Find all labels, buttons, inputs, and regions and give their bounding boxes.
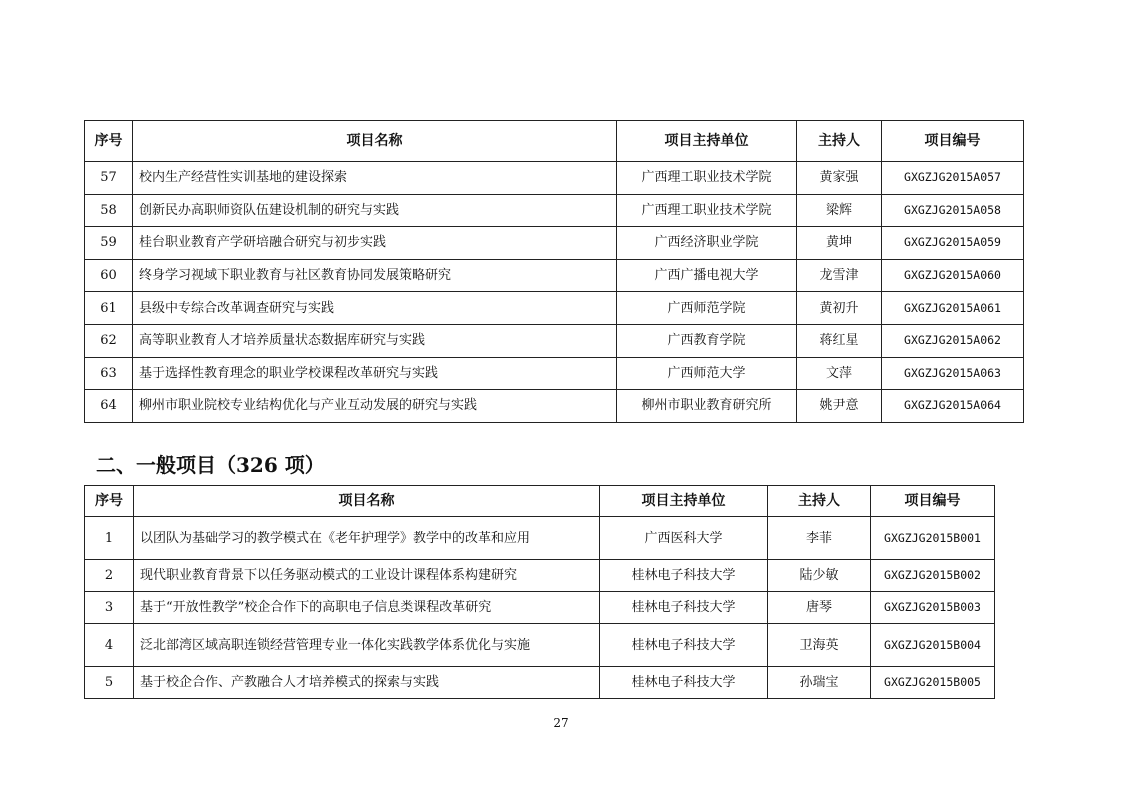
cell-host-person: 姚尹意	[797, 390, 882, 423]
col-header-index: 序号	[85, 121, 133, 162]
cell-project-name: 基于校企合作、产教融合人才培养模式的探索与实践	[134, 667, 600, 699]
cell-host-unit: 桂林电子科技大学	[600, 560, 768, 592]
cell-index: 4	[85, 624, 134, 667]
cell-host-person: 陆少敏	[768, 560, 871, 592]
table-row	[85, 292, 1024, 325]
cell-index: 61	[85, 292, 133, 325]
cell-index: 64	[85, 390, 133, 423]
cell-project-name: 以团队为基础学习的教学模式在《老年护理学》教学中的改革和应用	[134, 517, 600, 560]
cell-project-code: GXGZJG2015B001	[871, 517, 995, 560]
cell-project-name: 现代职业教育背景下以任务驱动模式的工业设计课程体系构建研究	[134, 560, 600, 592]
table-row	[85, 162, 1024, 195]
table-row	[85, 259, 1024, 292]
cell-project-name: 泛北部湾区域高职连锁经营管理专业一体化实践教学体系优化与实施	[134, 624, 600, 667]
col-header-host-unit: 项目主持单位	[617, 121, 797, 162]
col-header-host-unit: 项目主持单位	[600, 486, 768, 517]
cell-host-unit: 广西经济职业学院	[617, 227, 797, 260]
projects-table-key	[84, 120, 1024, 423]
cell-index: 1	[85, 517, 134, 560]
table-header-row	[85, 121, 1024, 162]
table-row	[85, 227, 1024, 260]
cell-project-code: GXGZJG2015A062	[882, 324, 1024, 357]
cell-host-person: 龙雪津	[797, 259, 882, 292]
section-heading-general-projects: 二、一般项目（326 项）	[96, 453, 325, 477]
cell-index: 60	[85, 259, 133, 292]
cell-index: 57	[85, 162, 133, 195]
col-header-host-person: 主持人	[768, 486, 871, 517]
cell-project-name: 校内生产经营性实训基地的建设探索	[133, 162, 617, 195]
cell-index: 59	[85, 227, 133, 260]
cell-index: 62	[85, 324, 133, 357]
cell-project-code: GXGZJG2015A064	[882, 390, 1024, 423]
cell-project-name: 基于选择性教育理念的职业学校课程改革研究与实践	[133, 357, 617, 390]
cell-host-person: 黄坤	[797, 227, 882, 260]
cell-host-person: 黄初升	[797, 292, 882, 325]
cell-host-unit: 广西教育学院	[617, 324, 797, 357]
cell-index: 3	[85, 592, 134, 624]
table-row	[85, 592, 995, 624]
cell-project-name: 基于“开放性教学”校企合作下的高职电子信息类课程改革研究	[134, 592, 600, 624]
cell-host-unit: 广西理工职业技术学院	[617, 194, 797, 227]
table-row	[85, 624, 995, 667]
col-header-project-code: 项目编号	[871, 486, 995, 517]
cell-host-person: 文萍	[797, 357, 882, 390]
page-number: 27	[553, 716, 569, 730]
cell-index: 63	[85, 357, 133, 390]
cell-index: 58	[85, 194, 133, 227]
col-header-project-name: 项目名称	[133, 121, 617, 162]
col-header-project-code: 项目编号	[882, 121, 1024, 162]
table-header-row	[85, 486, 995, 517]
cell-host-person: 蒋红星	[797, 324, 882, 357]
cell-index: 5	[85, 667, 134, 699]
cell-host-unit: 广西广播电视大学	[617, 259, 797, 292]
table-row	[85, 194, 1024, 227]
table-row	[85, 357, 1024, 390]
col-header-host-person: 主持人	[797, 121, 882, 162]
cell-project-code: GXGZJG2015B003	[871, 592, 995, 624]
cell-host-person: 李菲	[768, 517, 871, 560]
cell-host-person: 黄家强	[797, 162, 882, 195]
cell-host-unit: 广西医科大学	[600, 517, 768, 560]
cell-project-code: GXGZJG2015A058	[882, 194, 1024, 227]
cell-project-code: GXGZJG2015A057	[882, 162, 1024, 195]
table-row	[85, 517, 995, 560]
cell-host-unit: 广西师范大学	[617, 357, 797, 390]
cell-project-name: 县级中专综合改革调查研究与实践	[133, 292, 617, 325]
cell-host-person: 唐琴	[768, 592, 871, 624]
col-header-project-name: 项目名称	[134, 486, 600, 517]
cell-host-unit: 桂林电子科技大学	[600, 624, 768, 667]
cell-host-person: 孙瑞宝	[768, 667, 871, 699]
cell-project-name: 柳州市职业院校专业结构优化与产业互动发展的研究与实践	[133, 390, 617, 423]
cell-host-unit: 广西理工职业技术学院	[617, 162, 797, 195]
cell-host-person: 梁辉	[797, 194, 882, 227]
cell-project-code: GXGZJG2015B005	[871, 667, 995, 699]
table-row	[85, 324, 1024, 357]
cell-project-name: 终身学习视域下职业教育与社区教育协同发展策略研究	[133, 259, 617, 292]
projects-table-general	[84, 485, 995, 699]
cell-project-name: 高等职业教育人才培养质量状态数据库研究与实践	[133, 324, 617, 357]
table-row	[85, 667, 995, 699]
cell-host-unit: 桂林电子科技大学	[600, 667, 768, 699]
cell-host-unit: 柳州市职业教育研究所	[617, 390, 797, 423]
cell-project-code: GXGZJG2015A063	[882, 357, 1024, 390]
cell-project-name: 桂台职业教育产学研培融合研究与初步实践	[133, 227, 617, 260]
table-row	[85, 560, 995, 592]
col-header-index: 序号	[85, 486, 134, 517]
cell-host-unit: 桂林电子科技大学	[600, 592, 768, 624]
table-row	[85, 390, 1024, 423]
cell-project-code: GXGZJG2015A061	[882, 292, 1024, 325]
cell-project-code: GXGZJG2015A059	[882, 227, 1024, 260]
cell-index: 2	[85, 560, 134, 592]
cell-project-name: 创新民办高职师资队伍建设机制的研究与实践	[133, 194, 617, 227]
cell-project-code: GXGZJG2015B004	[871, 624, 995, 667]
cell-project-code: GXGZJG2015A060	[882, 259, 1024, 292]
cell-host-person: 卫海英	[768, 624, 871, 667]
cell-host-unit: 广西师范学院	[617, 292, 797, 325]
cell-project-code: GXGZJG2015B002	[871, 560, 995, 592]
